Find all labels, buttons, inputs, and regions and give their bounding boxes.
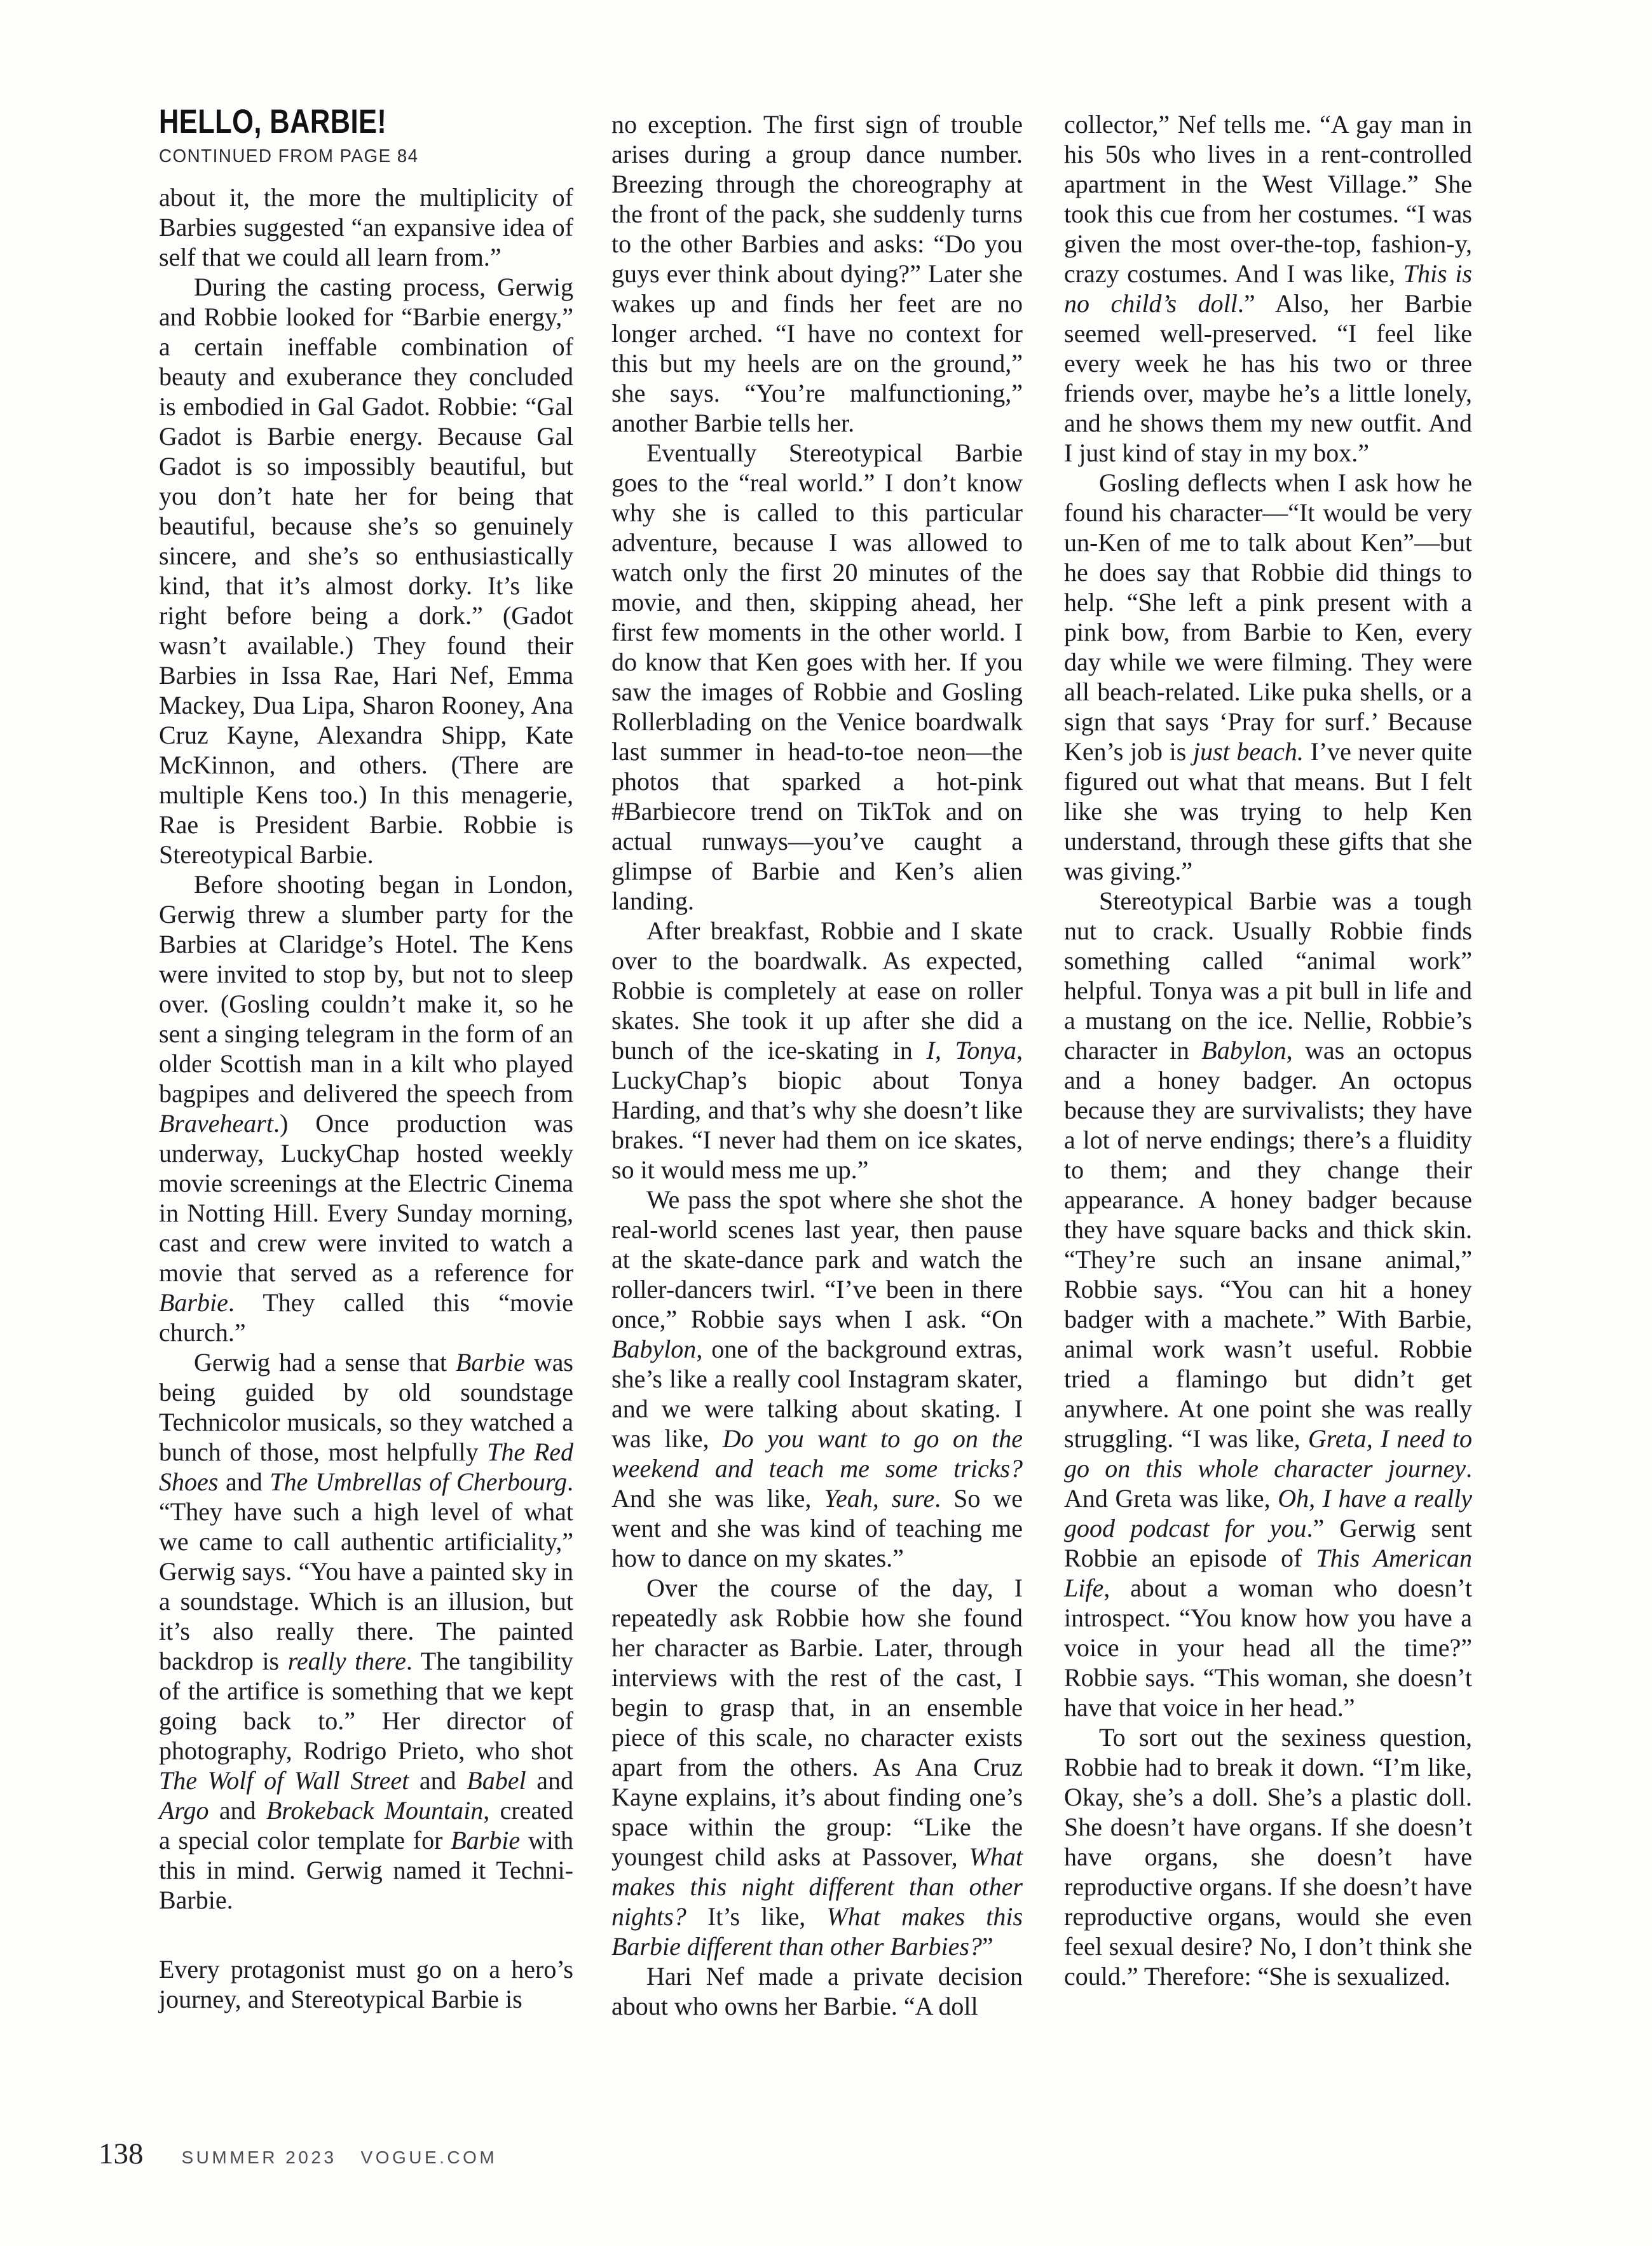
article-paragraph: no exception. The first sign of trouble arises during a group dance number. Breezing through the choreography at the front of the pack, she suddenly turns to the other Barbies and asks: “Do you guys ever think about dying?” Later she wakes up and finds her feet are no longer arched. “I have no context for this but my heels are on the ground,” she says. “You’re malfunctioning,” another Barbie tells her. <box>611 110 1023 437</box>
footer-issue-label: SUMMER 2023 <box>181 2147 337 2167</box>
article-paragraph: After breakfast, Robbie and I skate over to the boardwalk. As expected, Robbie is completely at ease on roller skates. She took it up after she did a bunch of the ice-skating in I, Tonya, LuckyChap’s biopic about Tonya Harding, and that’s why she doesn’t like brakes. “I never had them on ice skates, so it would mess me up.” <box>611 916 1023 1184</box>
continued-from-note: CONTINUED FROM PAGE 84 <box>159 146 419 167</box>
article-header <box>159 105 573 166</box>
article-paragraph: Before shooting began in London, Gerwig threw a slumber party for the Barbies at Claridge’s Hotel. The Kens were invited to stop by, but not to sleep over. (Gosling couldn’t make it, so he sent a singing telegram in the form of an older Scottish man in a kilt who played bagpipes and delivered the speech from Braveheart.) Once production was underway, LuckyChap hosted weekly movie screenings at the Electric Cinema in Notting Hill. Every Sunday morning, cast and crew were invited to watch a movie that served as a reference for Barbie. They called this “movie church.” <box>159 870 573 1347</box>
article-paragraph: collector,” Nef tells me. “A gay man in his 50s who lives in a rent-controlled apartment in the West Village.” She took this cue from her costumes. “I was given the most over-the-top, fashion-y, crazy costumes. And I was like, This is no child’s doll.” Also, her Barbie seemed well-preserved. “I feel like every week he has his two or three friends over, maybe he’s a little lonely, and he shows them my new outfit. And I just kind of stay in my box.” <box>1064 110 1473 467</box>
article-paragraph: Eventually Stereotypical Barbie goes to the “real world.” I don’t know why she is called to this particular adventure, because I was allowed to watch only the first 20 minutes of the movie, and then, skipping ahead, her first few moments in the other world. I do know that Ken goes with her. If you saw the images of Robbie and Gosling Rollerblading on the Venice boardwalk last summer in head-to-toe neon—the photos that sparked a hot-pink #Barbiecore trend on TikTok and on actual runways—you’ve caught a glimpse of Barbie and Ken’s alien landing. <box>611 439 1023 915</box>
article-paragraph: Every protagonist must go on a hero’s journey, and Stereotypical Barbie is <box>159 1955 573 2013</box>
article-paragraph: Gosling deflects when I ask how he found his character—“It would be very un-Ken of me to talk about Ken”—but he does say that Robbie did things to help. “She left a pink present with a pink bow, from Barbie to Ken, every day while we were filming. They were all beach-related. Like puka shells, or a sign that says ‘Pray for surf.’ Because Ken’s job is just beach. I’ve never quite figured out what that means. But I felt like she was trying to help Ken understand, through these gifts that she was giving.” <box>1064 468 1472 885</box>
article-paragraph: We pass the spot where she shot the real-world scenes last year, then pause at the skate-dance park and watch the roller-dancers twirl. “I’ve been in there once,” Robbie says when I ask. “On Babylon, one of the background extras, she’s like a really cool Instagram skater, and we were talking about skating. I was like, Do you want to go on the weekend and teach me some tricks? And she was like, Yeah, sure. So we went and she was kind of teaching me how to dance on my skates.” <box>611 1185 1023 1572</box>
article-paragraph: To sort out the sexiness question, Robbie had to break it down. “I’m like, Okay, she’s a doll. She’s a plastic doll. She doesn’t have organs. If she doesn’t have organs, she doesn’t have reproductive organs. If she doesn’t have reproductive organs, would she even feel sexual desire? No, I don’t think she could.” Therefore: “She is sexualized. <box>1064 1723 1472 1991</box>
article-column-1 <box>159 105 573 2014</box>
article-column-2 <box>611 109 1023 2021</box>
article-paragraph: Gerwig had a sense that Barbie was being guided by old soundstage Technicolor musicals, so they watched a bunch of those, most helpfully The Red Shoes and The Umbrellas of Cherbourg. “They have such a high level of what we came to call authentic artificiality,” Gerwig says. “You have a painted sky in a soundstage. Which is an illusion, but it’s also really there. The painted backdrop is really there. The tangibility of the artifice is something that we kept going back to.” Her director of photography, Rodrigo Prieto, who shot The Wolf of Wall Street and Babel and Argo and Brokeback Mountain, created a special color template for Barbie with this in mind. Gerwig named it Techni-Barbie. <box>159 1348 574 1914</box>
page-footer <box>99 2137 497 2171</box>
article-paragraph: During the casting process, Gerwig and Robbie looked for “Barbie energy,” a certain ineffable combination of beauty and exuberance they concluded is embodied in Gal Gadot. Robbie: “Gal Gadot is Barbie energy. Because Gal Gadot is so impossibly beautiful, but you don’t hate her for being that beautiful, because she’s so genuinely sincere, and she’s so enthusiastically kind, that it’s almost dorky. It’s like right before being a dork.” (Gadot wasn’t available.) They found their Barbies in Issa Rae, Hari Nef, Emma Mackey, Dua Lipa, Sharon Rooney, Ana Cruz Kayne, Alexandra Shipp, Kate McKinnon, and others. (There are multiple Kens too.) In this menagerie, Rae is President Barbie. Robbie is Stereotypical Barbie. <box>159 273 573 869</box>
article-column-3 <box>1064 109 1472 1991</box>
article-paragraph: Hari Nef made a private decision about who owns her Barbie. “A doll <box>611 1962 1023 2020</box>
article-paragraph: about it, the more the multiplicity of Barbies suggested “an expansive idea of self that we could all learn from.” <box>159 183 573 271</box>
footer-site-label: VOGUE.COM <box>360 2147 498 2167</box>
page-number: 138 <box>99 2137 144 2170</box>
article-paragraph: Stereotypical Barbie was a tough nut to crack. Usually Robbie finds something called “animal work” helpful. Tonya was a pit bull in life and a mustang on the ice. Nellie, Robbie’s character in Babylon, was an octopus and a honey badger. An octopus because they are survivalists; they have a lot of nerve endings; there’s a fluidity to them; and they change their appearance. A honey badger because they have square backs and thick skin. “They’re such an insane animal,” Robbie says. “You can hit a honey badger with a machete.” With Barbie, animal work wasn’t useful. Robbie tried a flamingo but didn’t get anywhere. At one point she was really struggling. “I was like, Greta, I need to go on this whole character journey. And Greta was like, Oh, I have a really good podcast for you.” Gerwig sent Robbie an episode of This American Life, about a woman who doesn’t introspect. “You know how you have a voice in your head all the time?” Robbie says. “This woman, she doesn’t have that voice in her head.” <box>1064 887 1472 1722</box>
article-title: HELLO, BARBIE! <box>159 103 387 140</box>
article-paragraph: Over the course of the day, I repeatedly ask Robbie how she found her character as Barbie. Later, through interviews with the rest of the cast, I begin to grasp that, in an ensemble piece of this scale, no character exists apart from the others. As Ana Cruz Kayne explains, it’s about finding one’s space within the group: “Like the youngest child asks at Passover, What makes this night different than other nights? It’s like, What makes this Barbie different than other Barbies?” <box>611 1574 1023 1961</box>
